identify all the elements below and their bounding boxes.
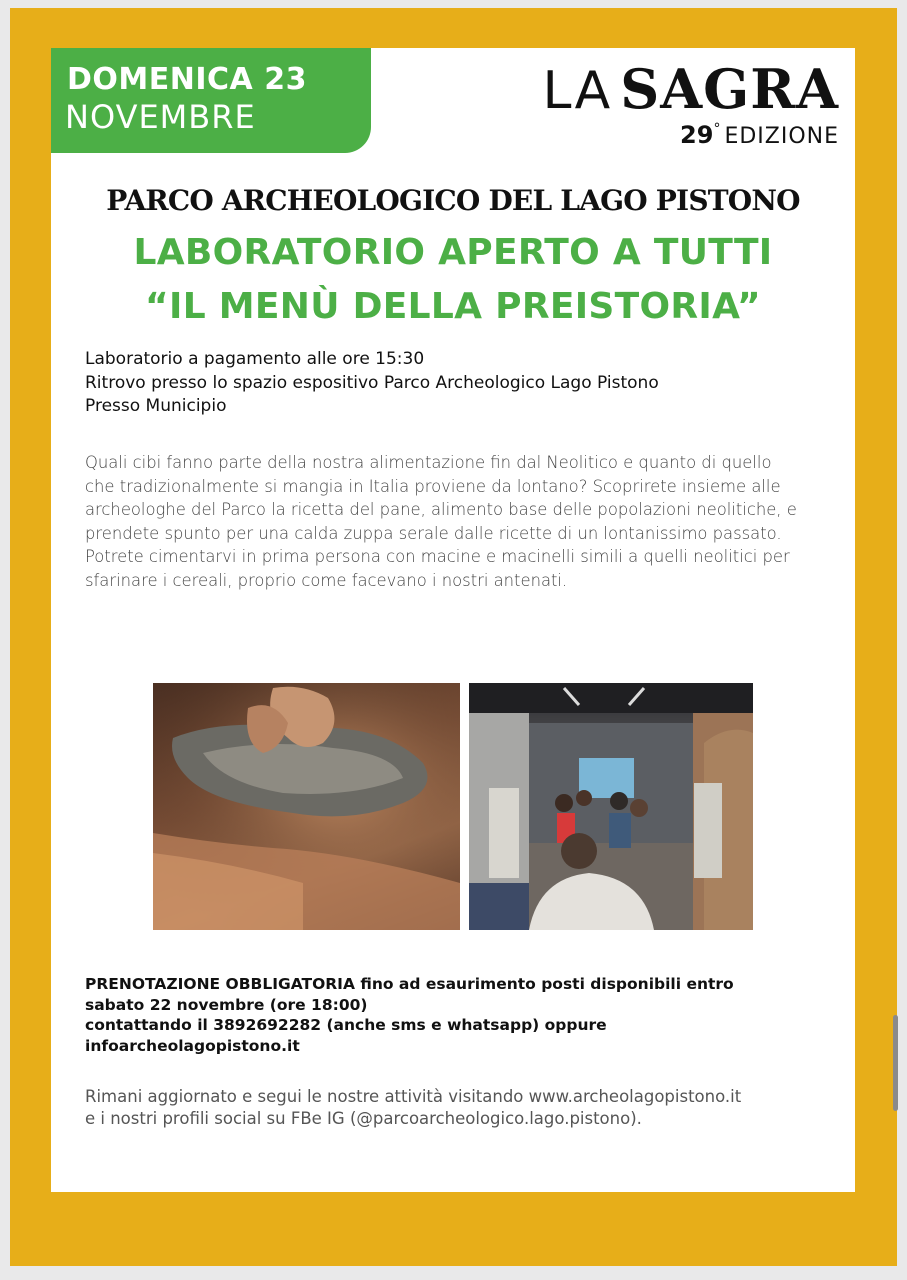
event-description: Quali cibi fanno parte della nostra alimentazione fin dal Neolitico e quanto di quello che tradizionalmente si mangia in Italia proviene da lontano? Scoprirete insieme alle archeologhe del Parco la ricetta del pane, alimento base delle popolazioni neolitiche, e prendete spunto per una calda zuppa serale dalle ricette di un lontanissimo passato. Potrete cimentarvi in prima persona con macine e macinelli simili a quelli neolitici per sfarinare i cereali, proprio come facevano i nostri antenati. (85, 453, 797, 590)
booking-line-3: contattando il 3892692282 (anche sms e whatsapp) oppure (85, 1016, 607, 1034)
follow-line-2: e i nostri profili social su FBe IG (@parcoarcheologico.lago.pistono). (85, 1108, 642, 1128)
info-location: Presso Municipio (85, 396, 227, 416)
edition-word: EDIZIONE (724, 124, 839, 149)
date-badge (51, 48, 371, 153)
edition-number: 29 (680, 121, 714, 149)
follow-line-1: Rimani aggiornato e segui le nostre attività visitando www.archeolagopistono.it (85, 1087, 742, 1106)
edition-label (542, 121, 839, 149)
park-title: PARCO ARCHEOLOGICO DEL LAGO PISTONO (106, 184, 800, 217)
booking-line-2: sabato 22 novembre (ore 18:00) (85, 995, 368, 1014)
logo-sagra: SAGRA (620, 57, 839, 121)
info-time: Laboratorio a pagamento alle ore 15:30 (85, 349, 425, 369)
info-meeting-point: Ritrovo presso lo spazio espositivo Parco Archeologico Lago Pistono (85, 372, 659, 393)
edition-degree: ° (713, 121, 721, 137)
logo-la: LA (542, 61, 613, 121)
scroll-indicator[interactable] (893, 1015, 898, 1111)
booking-line-1: PRENOTAZIONE OBBLIGATORIA fino ad esaurimento posti disponibili entro (85, 975, 734, 993)
follow-us-text (85, 1086, 825, 1129)
museum-exhibit-photo (469, 683, 753, 930)
headline-line-2: “IL MENÙ DELLA PREISTORIA” (145, 286, 761, 327)
grinding-stone-photo (153, 683, 460, 930)
event-logo (542, 57, 839, 149)
date-month: NOVEMBRE (65, 98, 256, 136)
booking-info (85, 974, 825, 1056)
poster-sheet (51, 48, 855, 1192)
booking-line-4: infoarcheolagopistono.it (85, 1036, 300, 1055)
headline-line-1: LABORATORIO APERTO A TUTTI (133, 232, 773, 273)
event-info (85, 348, 825, 419)
date-day: DOMENICA 23 (67, 62, 307, 97)
